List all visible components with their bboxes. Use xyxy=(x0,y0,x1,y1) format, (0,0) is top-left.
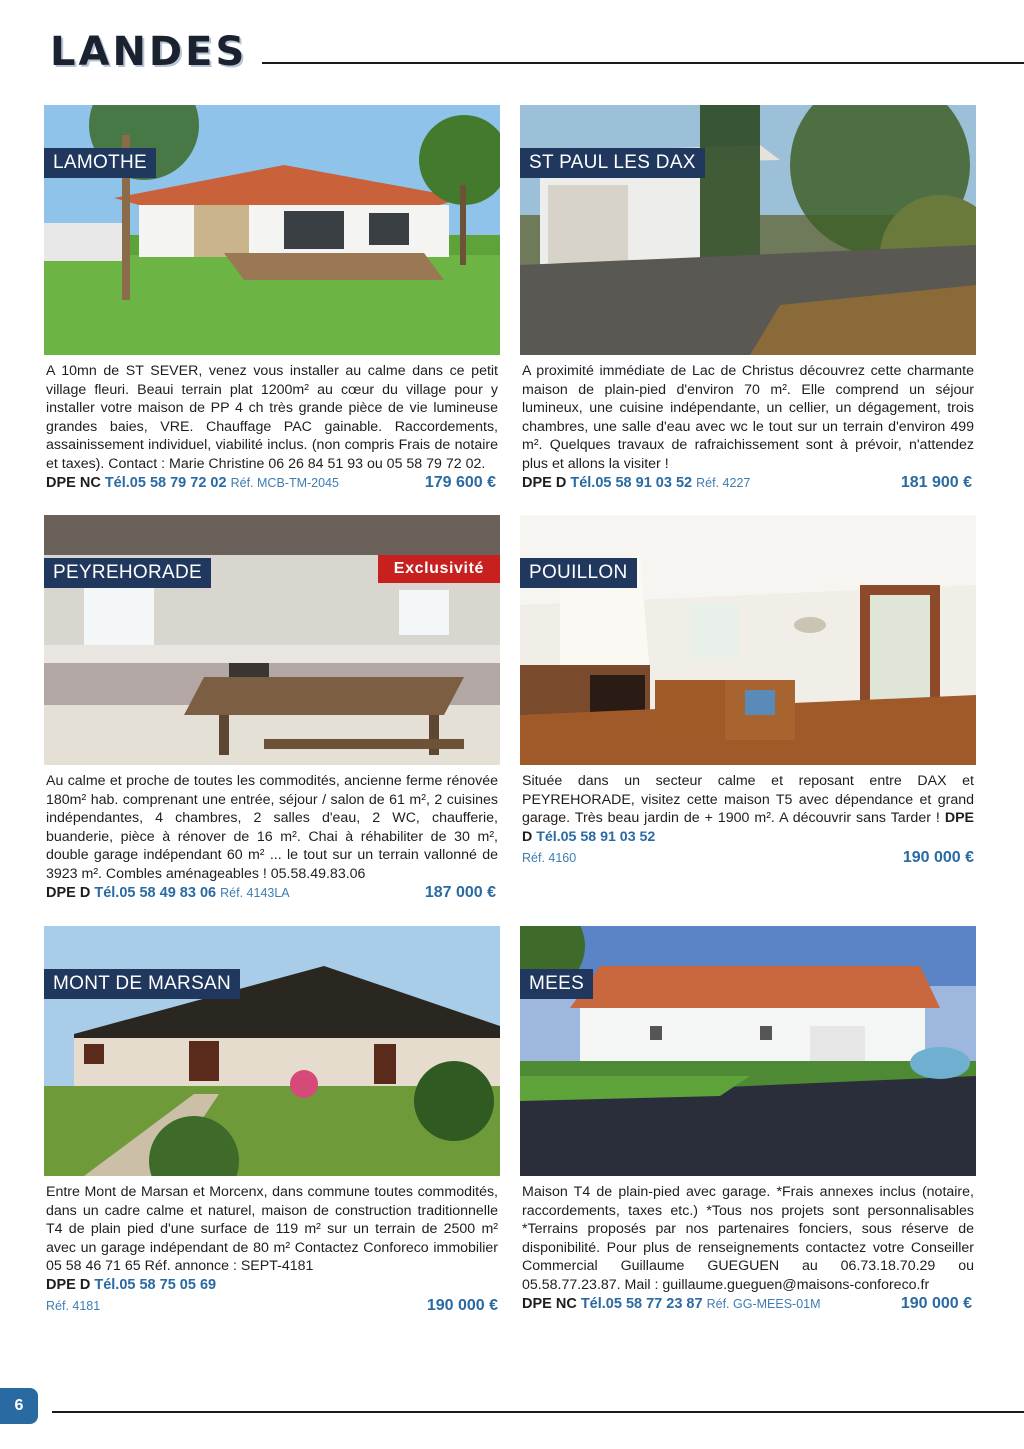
listing-location: PEYREHORADE xyxy=(44,558,211,588)
reference: Réf. 4181 xyxy=(46,1299,101,1313)
page-number: 6 xyxy=(0,1388,38,1424)
listing-contact xyxy=(46,882,498,904)
listing-contact xyxy=(46,472,498,494)
reference: Réf. GG-MEES-01M xyxy=(706,1297,821,1311)
listing-card-mees[interactable] xyxy=(520,926,976,1321)
listing-photo[interactable] xyxy=(44,926,500,1176)
reference: Réf. 4143LA xyxy=(220,886,290,900)
listing-price: 187 000 € xyxy=(424,884,496,901)
listing-contact xyxy=(46,1274,498,1296)
phone-link[interactable]: Tél.05 58 75 05 69 xyxy=(94,1277,217,1293)
phone-link[interactable]: Tél.05 58 91 03 52 xyxy=(536,828,656,845)
listing-photo[interactable] xyxy=(520,515,976,765)
listing-description: Entre Mont de Marsan et Morcenx, dans commune toutes commodités, dans un cadre calme et naturel, maison de construction traditionnelle T4 de plain pied d'une surface de 119 m² sur un terrain de 2500 m² avec un garage indépendant de 80 m² Contactez Conforeco immobilier 05 58 46 71 65 Réf. annonce : SEPT-4181 xyxy=(46,1184,498,1275)
listing-photo[interactable] xyxy=(520,926,976,1176)
listing-description: Maison T4 de plain-pied avec garage. *Frais annexes inclus (notaire, raccordements, taxes etc.) *Tous nos projets sont personnalisables *Terrains proposés par nos partenaires fonciers, sous réserve de disponibilité. Pour plus de renseignements contactez votre Conseiller Commercial Guillaume GUEGUEN au 06.73.18.70.29 ou 05.58.77.23.87. Mail : guillaume.gueguen@maisons-conforeco.fr xyxy=(522,1184,974,1293)
listing-location: MEES xyxy=(520,969,593,999)
house-photo-image xyxy=(44,926,500,1176)
listing-photo[interactable] xyxy=(44,515,500,765)
listing-card-st-paul-les-dax[interactable] xyxy=(520,105,976,500)
listing-description: A proximité immédiate de Lac de Christus découvrez cette charmante maison de plain-pied d'environ 70 m². Elle comprend un séjour lumineux, une cuisine indépendante, un cellier, un dégagement, trois chambres, une salle d'eau avec wc le tout sur un terrain d'environ 499 m². Quelques travaux de rafraichissement sont à prévoir, n'attendez plus et allons la visiter ! xyxy=(522,363,974,472)
dpe-rating: DPE NC xyxy=(46,475,101,491)
phone-link[interactable]: Tél.05 58 77 23 87 xyxy=(580,1296,703,1312)
reference: Réf. MCB-TM-2045 xyxy=(230,476,339,490)
kitchen-photo-image xyxy=(44,515,500,765)
living-room-photo-image xyxy=(520,515,976,765)
dpe-rating: DPE NC xyxy=(522,1296,577,1312)
footer-divider xyxy=(52,1411,1024,1413)
dpe-rating: DPE D xyxy=(46,885,91,901)
listing-location: LAMOTHE xyxy=(44,148,156,178)
phone-link[interactable]: Tél.05 58 91 03 52 xyxy=(570,475,693,491)
listing-location: ST PAUL LES DAX xyxy=(520,148,705,178)
listing-location: POUILLON xyxy=(520,558,637,588)
phone-link[interactable]: Tél.05 58 79 72 02 xyxy=(104,475,227,491)
listing-price: 190 000 € xyxy=(902,849,974,866)
listing-price: 190 000 € xyxy=(900,1295,972,1312)
page-title: LANDES xyxy=(50,29,248,75)
dpe-rating: DPE D xyxy=(46,1277,91,1293)
listing-photo[interactable] xyxy=(520,105,976,355)
reference: Réf. 4160 xyxy=(522,851,577,865)
listing-photo[interactable] xyxy=(44,105,500,355)
listing-price: 190 000 € xyxy=(426,1297,498,1314)
phone-link[interactable]: Tél.05 58 49 83 06 xyxy=(94,885,217,901)
house-render-image xyxy=(520,926,976,1176)
listing-price: 181 900 € xyxy=(900,474,972,491)
listing-contact xyxy=(522,1293,974,1315)
listing-description: A 10mn de ST SEVER, venez vous installer au calme dans ce petit village fleuri. Beaui terrain plat 1200m² au cœur du village pour y installer votre maison de PP 4 ch très grande pièce de vie lumineuse grandes baies, VRE. Chauffage PAC gainable. Raccordements, assainissement individuel, viabilité inclus. (non compris Frais de notaire et taxes). Contact : Marie Christine 06 26 84 51 93 ou 05 58 79 72 02. xyxy=(46,363,498,472)
listing-price: 179 600 € xyxy=(424,474,496,491)
listing-description: Située dans un secteur calme et reposant entre DAX et PEYREHORADE, visitez cette maison T5 avec dépendance et grand garage. Très beau jardin de + 1900 m². A découvrir sans Tarder ! DPE D Tél.05 58 91 03 52 xyxy=(522,773,974,845)
header-divider xyxy=(262,62,1024,64)
listing-card-peyrehorade[interactable] xyxy=(44,515,500,907)
listing-description: Au calme et proche de toutes les commodités, ancienne ferme rénovée 180m² hab. comprenant une entrée, séjour / salon de 61 m², 2 cuisines indépendantes, 4 chambres, 2 salles d'eau, 2 WC, chaufferie, buanderie, pièce à rénover de 16 m². Chai à réhabiliter de 30 m², double garage indépendant 60 m² ... le tout sur un terrain vallonné de 3923 m². Combles aménageables ! 05.58.49.83.06 xyxy=(46,773,498,882)
dpe-rating: DPE D xyxy=(522,475,567,491)
listing-card-pouillon[interactable] xyxy=(520,515,976,875)
house-render-image xyxy=(44,105,500,355)
house-photo-image xyxy=(520,105,976,355)
dpe-rating: DPE D xyxy=(522,810,974,845)
listing-location: MONT DE MARSAN xyxy=(44,969,240,999)
listing-card-lamothe[interactable] xyxy=(44,105,500,500)
reference: Réf. 4227 xyxy=(696,476,751,490)
listing-card-mont-de-marsan[interactable] xyxy=(44,926,500,1321)
listing-contact xyxy=(522,472,974,494)
exclusive-badge: Exclusivité xyxy=(378,555,500,583)
